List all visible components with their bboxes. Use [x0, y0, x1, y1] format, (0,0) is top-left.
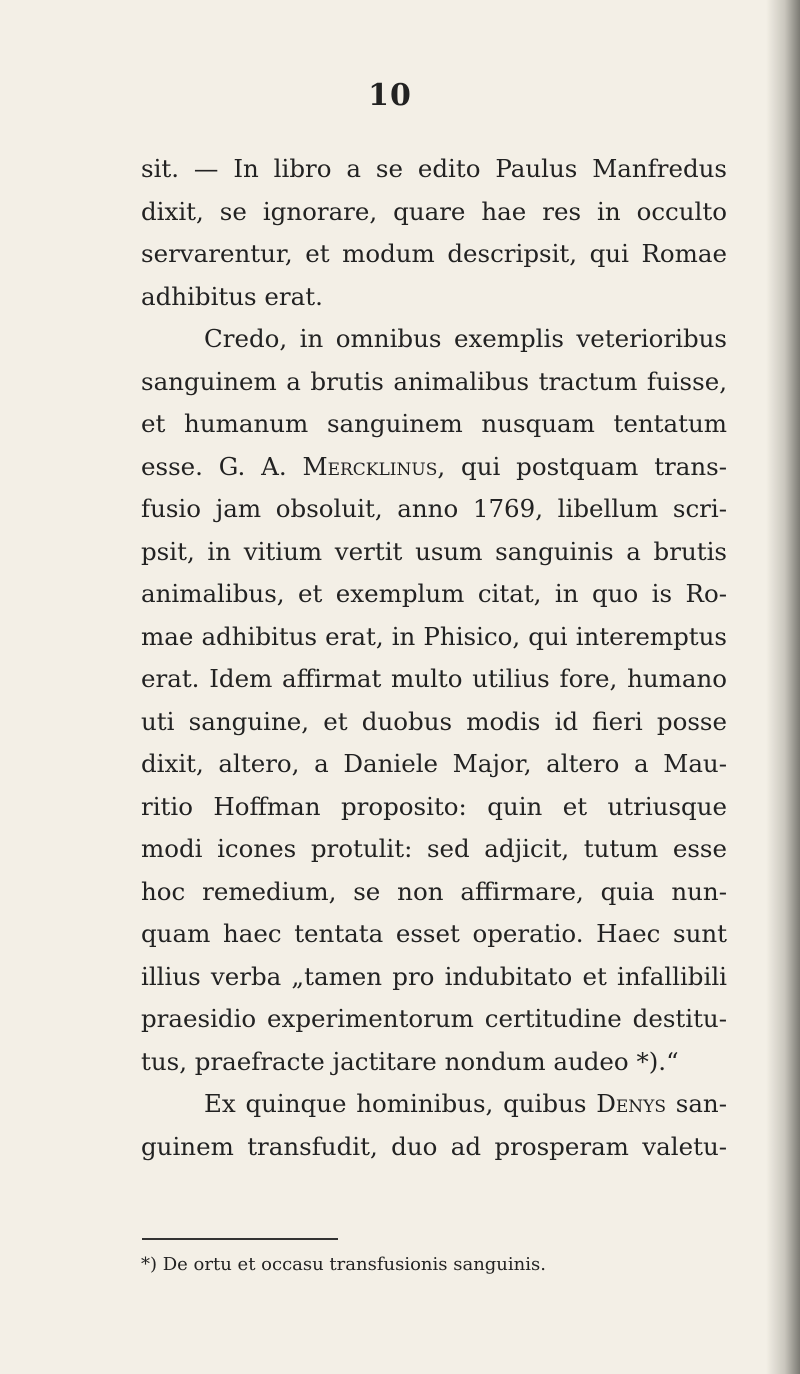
- text-fragment: Ex quinque hominibus, quibus: [204, 1089, 597, 1118]
- text-line: sit. — In libro a se edito Paulus Manfredus: [141, 154, 727, 183]
- text-fragment: esse. G. A.: [141, 451, 303, 481]
- text-line: hoc remedium, se non affirmare, quia nun-: [141, 876, 727, 906]
- text-line: quam haec tentata esset operatio. Haec sunt: [141, 919, 727, 948]
- text-line: tus, praefracte jactitare nondum audeo *).“: [141, 1046, 679, 1076]
- text-line: ritio Hoffman proposito: quin et utriusque: [141, 791, 727, 821]
- text-line: mae adhibitus erat, in Phisico, qui interemptus: [141, 621, 727, 651]
- text-line: guinem transfudit, duo ad prosperam valetu-: [141, 1131, 727, 1161]
- text-fragment: san-: [665, 1089, 727, 1118]
- footnote-divider: [142, 1238, 338, 1240]
- text-line: illius verba „tamen pro indubitato et infallibili: [141, 961, 727, 991]
- text-line: animalibus, et exemplum citat, in quo is Ro-: [141, 579, 727, 608]
- text-line: sanguinem a brutis animalibus tractum fuisse,: [141, 366, 727, 396]
- text-line: et humanum sanguinem nusquam tentatum: [141, 409, 727, 438]
- author-name: Denys: [596, 1089, 666, 1118]
- text-line: uti sanguine, et duobus modis id fieri posse: [141, 706, 727, 736]
- author-name: Mercklinus: [302, 451, 438, 481]
- text-line: dixit, se ignorare, quare hae res in occulto: [141, 196, 727, 226]
- text-line: praesidio experimentorum certitudine destitu-: [141, 1004, 727, 1033]
- footnote: *) De ortu et occasu transfusionis sanguinis.: [141, 1254, 546, 1275]
- page-number: 10: [368, 78, 412, 113]
- text-line: erat. Idem affirmat multo utilius fore, humano: [141, 664, 727, 693]
- text-line: adhibitus erat.: [141, 281, 323, 311]
- text-line: fusio jam obsoluit, anno 1769, libellum scri-: [141, 494, 727, 523]
- text-line: servarentur, et modum descripsit, qui Romae: [141, 239, 727, 268]
- body-text: [141, 148, 727, 1168]
- text-line: dixit, altero, a Daniele Major, altero a Mau-: [141, 749, 727, 778]
- text-line: [141, 446, 727, 489]
- text-fragment: , qui postquam trans-: [437, 451, 727, 481]
- text-line: [141, 1083, 727, 1126]
- text-line: psit, in vitium vertit usum sanguinis a brutis: [141, 536, 727, 566]
- page-edge-shadow: [766, 0, 800, 1374]
- text-line: modi icones protulit: sed adjicit, tutum esse: [141, 834, 727, 863]
- text-line: Credo, in omnibus exemplis veterioribus: [204, 324, 727, 353]
